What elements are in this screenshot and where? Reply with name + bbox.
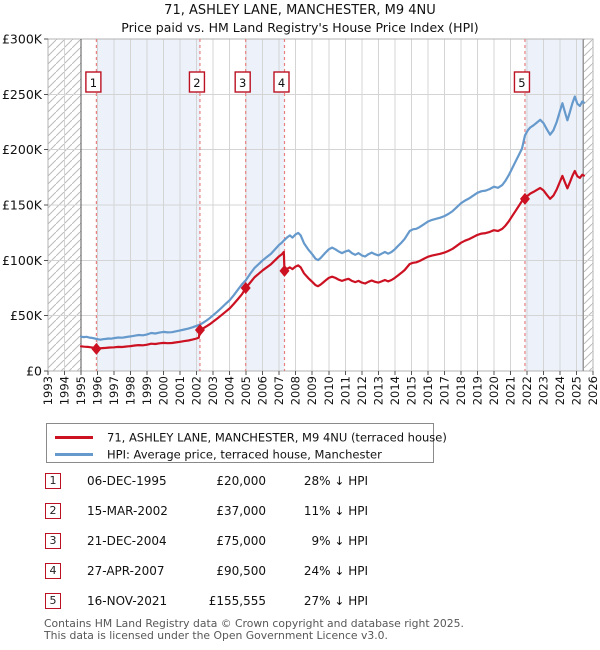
sale-price: £37,000	[216, 504, 266, 518]
x-axis-label: 2006	[255, 376, 270, 406]
x-axis-label: 2001	[173, 376, 188, 406]
sale-marker-number: 3	[239, 76, 247, 90]
x-axis-label: 2015	[404, 376, 419, 406]
x-axis-label: 2022	[519, 376, 534, 406]
x-axis-label: 2005	[239, 376, 254, 406]
sale-hpi-diff: 28% ↓ HPI	[303, 474, 368, 488]
x-axis-label: 2013	[371, 376, 386, 406]
footer-line-2: This data is licensed under the Open Government Licence v3.0.	[44, 628, 388, 642]
x-axis-label: 2026	[586, 376, 600, 406]
sale-hpi-diff: 24% ↓ HPI	[303, 564, 368, 578]
x-axis-label: 2010	[321, 376, 336, 406]
x-axis-label: 1995	[74, 376, 89, 406]
x-axis-label: 1993	[41, 376, 55, 406]
legend-entry-price-paid	[47, 429, 447, 445]
legend-entry-hpi	[47, 446, 433, 462]
x-axis-label: 2020	[486, 376, 501, 406]
sale-price: £155,555	[208, 594, 266, 608]
x-axis-label: 1999	[140, 376, 155, 406]
footer-line-1: Contains HM Land Registry data © Crown copyright and database right 2025.	[44, 617, 464, 630]
sale-number-badge: 2	[45, 503, 61, 519]
sale-row-5	[44, 593, 384, 610]
sale-hpi-diff: 27% ↓ HPI	[303, 594, 368, 608]
sale-row-4	[44, 563, 384, 580]
x-axis-label: 2018	[453, 376, 468, 406]
sale-date: 06-DEC-1995	[87, 474, 167, 488]
sale-marker-number: 5	[518, 76, 526, 90]
sale-date: 27-APR-2007	[87, 564, 165, 578]
x-axis-label: 2007	[272, 376, 287, 406]
y-axis-label: £250K	[1, 86, 42, 102]
x-axis-label: 2019	[470, 376, 485, 406]
sale-marker-number: 1	[89, 76, 98, 90]
x-axis-label: 2000	[156, 376, 171, 406]
sale-number-badge: 4	[45, 563, 61, 579]
sale-row-2	[44, 503, 384, 520]
legend-label-hpi: HPI: Average price, terraced house, Manchester	[107, 447, 382, 462]
x-axis-label: 2024	[552, 376, 567, 406]
x-axis-label: 1998	[123, 376, 138, 406]
x-axis-label: 1997	[107, 376, 122, 406]
legend-line-price-paid-sample	[55, 436, 93, 439]
x-axis-label: 2012	[354, 376, 369, 406]
y-axis-label: £50K	[9, 308, 42, 324]
chart-subtitle: Price paid vs. HM Land Registry's House Price Index (HPI)	[121, 20, 479, 35]
x-axis-label: 2011	[338, 376, 353, 406]
sale-number-badge: 5	[45, 593, 61, 609]
x-axis-label: 2014	[387, 376, 402, 406]
sale-date: 16-NOV-2021	[87, 594, 168, 608]
x-axis-label: 1994	[57, 376, 72, 406]
sale-row-3	[44, 533, 384, 550]
sale-hpi-diff: 11% ↓ HPI	[303, 504, 368, 518]
x-axis-label: 2017	[437, 376, 452, 406]
x-axis-label: 2023	[536, 376, 551, 406]
x-axis-label: 2025	[569, 376, 584, 406]
x-axis-label: 2003	[206, 376, 221, 406]
chart-title: 71, ASHLEY LANE, MANCHESTER, M9 4NU	[164, 3, 436, 18]
sale-marker-number: 2	[193, 76, 201, 90]
sale-date: 21-DEC-2004	[87, 534, 167, 548]
sale-number-badge: 3	[45, 533, 61, 549]
legend-line-hpi-sample	[55, 453, 93, 456]
sale-marker-number: 4	[277, 76, 286, 90]
y-axis-label: £200K	[1, 142, 42, 158]
sale-row-1	[44, 473, 384, 490]
x-axis-label: 2009	[305, 376, 320, 406]
x-axis-label: 2004	[222, 376, 237, 406]
x-axis-label: 2002	[189, 376, 204, 406]
license-footer	[44, 618, 584, 641]
x-axis-label: 2016	[420, 376, 435, 406]
y-axis-label: £300K	[1, 31, 42, 47]
sale-date: 15-MAR-2002	[87, 504, 168, 518]
y-axis-label: £0	[26, 363, 42, 379]
sale-price: £20,000	[216, 474, 266, 488]
chart-legend	[46, 423, 447, 463]
y-axis-label: £150K	[1, 197, 42, 213]
x-axis-label: 2021	[503, 376, 518, 406]
sale-number-badge: 1	[45, 473, 61, 489]
sale-price: £75,000	[216, 534, 266, 548]
sale-price: £90,500	[216, 564, 266, 578]
sales-table	[44, 473, 384, 623]
x-axis-label: 2008	[288, 376, 303, 406]
x-axis-label: 1996	[90, 376, 105, 406]
legend-label-price-paid: 71, ASHLEY LANE, MANCHESTER, M9 4NU (terraced house)	[107, 430, 447, 445]
y-axis-label: £100K	[1, 252, 42, 268]
sale-hpi-diff: 9% ↓ HPI	[311, 534, 368, 548]
